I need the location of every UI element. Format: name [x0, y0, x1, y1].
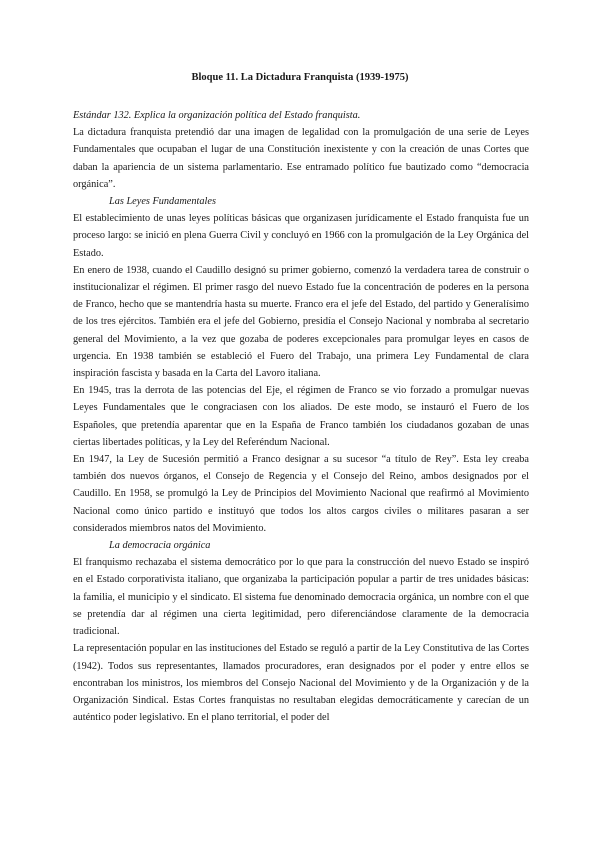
section-heading-democracia-organica: La democracia orgánica: [109, 540, 211, 552]
standard-line: Estándar 132. Explica la organización política del Estado franquista.: [73, 110, 361, 121]
paragraph: En 1947, la Ley de Sucesión permitió a Franco designar a su sucesor “a título de Rey”. Esta ley creaba también dos nuevos órganos, el Consejo de Regencia y el Consejo del Reino, ambos designados por el Caudillo. En 1958, se promulgó la Ley de Principios del Movimiento Nacional que reafirmó al Movimiento Nacional como único partido e instituyó que todos los altos cargos civiles o militares pasaran a ser considerados miembros natos del Movimiento.: [73, 454, 529, 534]
paragraph: La representación popular en las instituciones del Estado se reguló a partir de la Ley Constitutiva de las Cortes (1942). Todos sus representantes, llamados procuradores, eran designados por el poder y entre ellos se encontraban los ministros, los miembros del Consejo Nacional del Movimiento y de la Organización y de la Organización Sindical. Estas Cortes franquistas no resultaban elegidas democráticamente y carecían de un auténtico poder legislativo. En el plano territorial, el poder del: [73, 643, 529, 724]
paragraph: En enero de 1938, cuando el Caudillo designó su primer gobierno, comenzó la verdadera tarea de construir o institucionalizar el régimen. El primer rasgo del nuevo Estado fue la concentración de poderes en la persona de Franco, hecho que se mantendría hasta su muerte. Franco era el jefe del Estado, del partido y Generalísimo de los tres ejércitos. También era el jefe del Gobierno, presidía el Consejo Nacional y nombraba al secretario general del Movimiento, a la vez que gozaba de poderes excepcionales para promulgar leyes en casos de urgencia. En 1938 también se estableció el Fuero del Trabajo, una primera Ley Fundamental de clara inspiración fascista y basada en la Carta del Lavoro italiana.: [73, 264, 529, 380]
paragraph: El franquismo rechazaba el sistema democrático por lo que para la construcción del nuevo Estado se inspiró en el Estado corporativista italiano, que organizaba la participación popular a partir de tres unidades básicas: la familia, el municipio y el sindicato. El sistema fue denominado democracia orgánica, un nombre con el que se pretendía dar al régimen una cierta legitimidad, pero diferenciándose claramente de la democracia tradicional.: [73, 557, 529, 638]
paragraph: En 1945, tras la derrota de las potencias del Eje, el régimen de Franco se vio forzado a promulgar nuevas Leyes Fundamentales que le congraciasen con los aliados. De este modo, se instauró el Fuero de los Españoles, que pretendía aparentar que en la España de Franco también los ciudadanos gozaban de unas ciertas libertades políticas, y la Ley del Referéndum Nacional.: [73, 385, 529, 448]
page-title: Bloque 11. La Dictadura Franquista (1939-1975): [191, 72, 409, 83]
section-heading-leyes-fundamentales: Las Leyes Fundamentales: [109, 196, 216, 208]
intro-paragraph: La dictadura franquista pretendió dar una imagen de legalidad con la promulgación de una serie de Leyes Fundamentales que ocupaban el lugar de una Constitución inexistente y con la creación de unas Cortes que daban la apariencia de un sistema parlamentario. Ese entramado político fue bautizado como “democracia orgánica”.: [73, 127, 529, 190]
paragraph: El establecimiento de unas leyes políticas básicas que organizasen jurídicamente el Estado franquista fue un proceso largo: se inició en plena Guerra Civil y concluyó en 1966 con la promulgación de la Ley Orgánica del Estado.: [73, 213, 529, 259]
document-body: [73, 107, 529, 726]
